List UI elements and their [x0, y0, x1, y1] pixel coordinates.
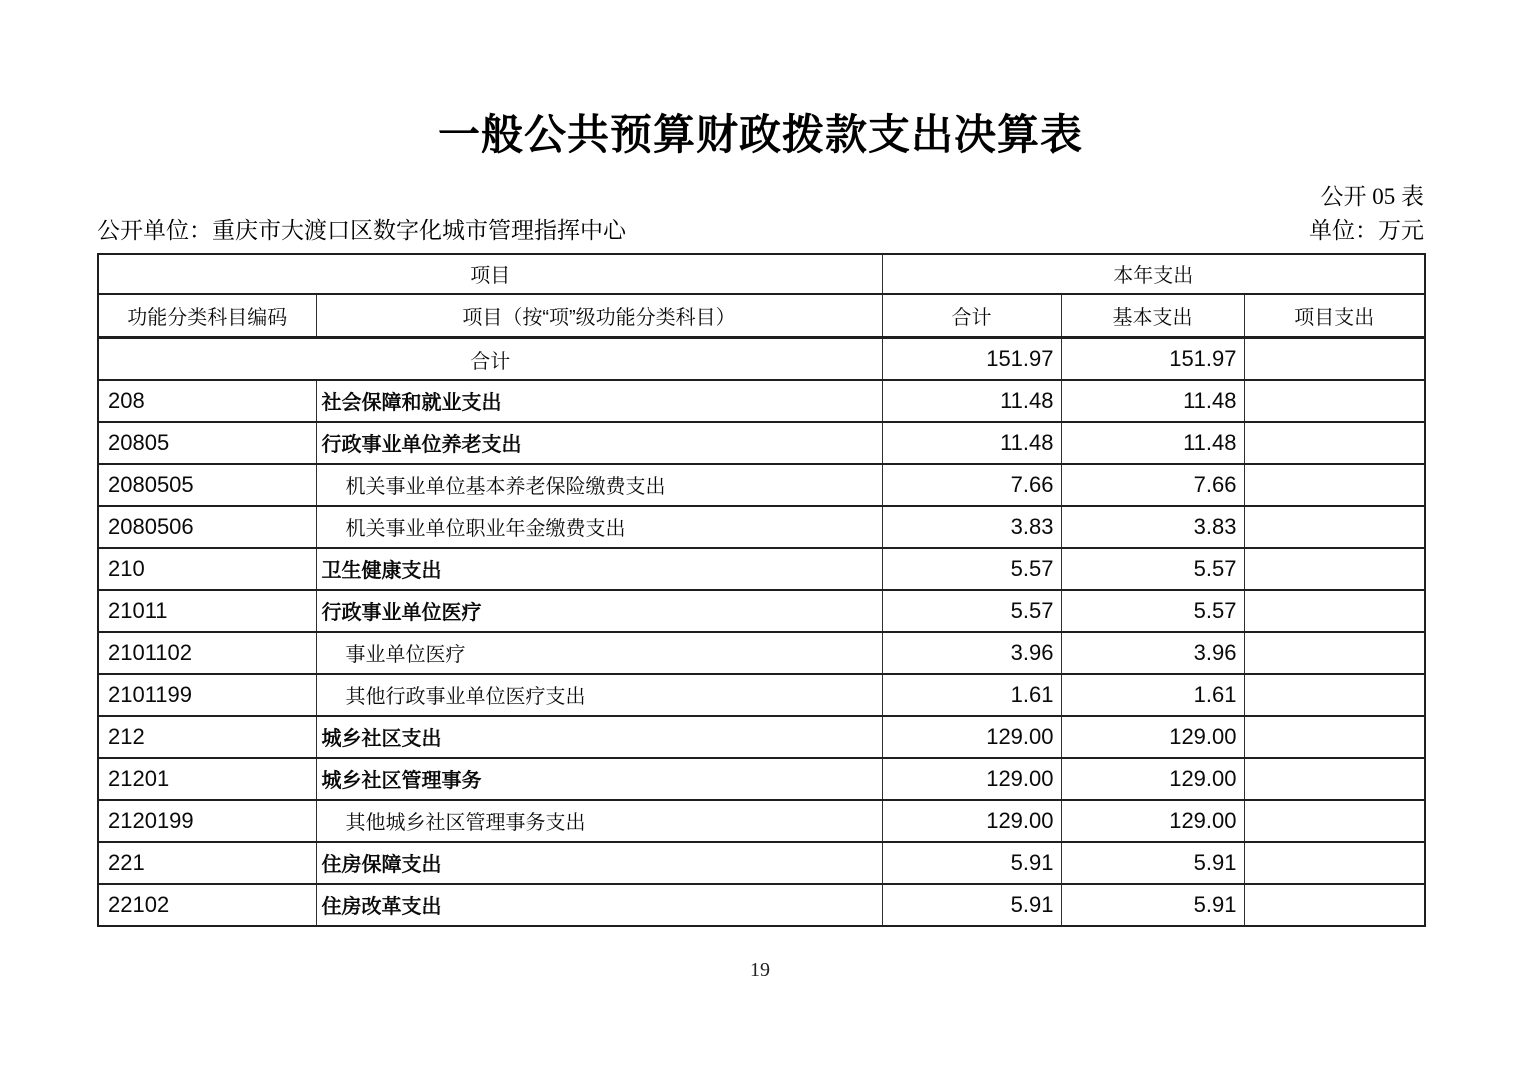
project-cell — [1244, 884, 1425, 926]
project-cell — [1244, 464, 1425, 506]
code-cell: 210 — [98, 548, 316, 590]
basic-cell: 11.48 — [1061, 422, 1244, 464]
code-cell: 20805 — [98, 422, 316, 464]
total-cell: 129.00 — [882, 800, 1061, 842]
table-row — [98, 674, 1425, 716]
item-name-cell: 城乡社区管理事务 — [316, 758, 882, 800]
item-name-cell: 住房保障支出 — [316, 842, 882, 884]
table-body — [98, 338, 1425, 926]
basic-cell: 129.00 — [1061, 758, 1244, 800]
table-row — [98, 716, 1425, 758]
total-cell: 11.48 — [882, 380, 1061, 422]
publish-unit-label: 公开单位：重庆市大渡口区数字化城市管理指挥中心 — [97, 217, 626, 243]
basic-cell: 3.96 — [1061, 632, 1244, 674]
total-cell: 3.83 — [882, 506, 1061, 548]
total-row-project-cell — [1244, 338, 1425, 380]
basic-cell: 5.91 — [1061, 884, 1244, 926]
item-name-cell: 社会保障和就业支出 — [316, 380, 882, 422]
table-row — [98, 884, 1425, 926]
total-cell: 129.00 — [882, 716, 1061, 758]
total-cell: 129.00 — [882, 758, 1061, 800]
total-cell: 5.57 — [882, 548, 1061, 590]
code-cell: 2101199 — [98, 674, 316, 716]
table-row — [98, 422, 1425, 464]
item-name-cell: 机关事业单位职业年金缴费支出 — [316, 506, 882, 548]
project-cell — [1244, 758, 1425, 800]
basic-cell: 7.66 — [1061, 464, 1244, 506]
basic-cell: 1.61 — [1061, 674, 1244, 716]
total-cell: 7.66 — [882, 464, 1061, 506]
table-row — [98, 464, 1425, 506]
item-name-cell: 机关事业单位基本养老保险缴费支出 — [316, 464, 882, 506]
item-name-cell: 住房改革支出 — [316, 884, 882, 926]
table-row — [98, 758, 1425, 800]
basic-cell: 129.00 — [1061, 716, 1244, 758]
page-title: 一般公共预算财政拨款支出决算表 — [437, 111, 1083, 158]
form-number-label: 公开 05 表 — [1320, 184, 1424, 210]
code-cell: 208 — [98, 380, 316, 422]
table-header — [98, 254, 1425, 338]
item-name-cell: 行政事业单位医疗 — [316, 590, 882, 632]
basic-cell: 3.83 — [1061, 506, 1244, 548]
header-col-item: 项目（按“项”级功能分类科目） — [316, 294, 882, 338]
project-cell — [1244, 422, 1425, 464]
code-cell: 221 — [98, 842, 316, 884]
basic-cell: 11.48 — [1061, 380, 1244, 422]
item-name-cell: 其他城乡社区管理事务支出 — [316, 800, 882, 842]
total-row-basic-cell: 151.97 — [1061, 338, 1244, 380]
code-cell: 2120199 — [98, 800, 316, 842]
document-content — [0, 110, 1520, 927]
total-row — [98, 338, 1425, 380]
table-row — [98, 506, 1425, 548]
table-row — [98, 590, 1425, 632]
table-row — [98, 800, 1425, 842]
project-cell — [1244, 674, 1425, 716]
item-name-cell: 其他行政事业单位医疗支出 — [316, 674, 882, 716]
code-cell: 21011 — [98, 590, 316, 632]
project-cell — [1244, 716, 1425, 758]
code-cell: 212 — [98, 716, 316, 758]
total-row-label: 合计 — [98, 338, 882, 380]
header-group-row — [98, 254, 1425, 294]
total-cell: 5.91 — [882, 884, 1061, 926]
project-cell — [1244, 506, 1425, 548]
total-cell: 11.48 — [882, 422, 1061, 464]
item-name-cell: 行政事业单位养老支出 — [316, 422, 882, 464]
total-cell: 3.96 — [882, 632, 1061, 674]
header-project-group: 项目 — [98, 254, 882, 294]
code-cell: 21201 — [98, 758, 316, 800]
project-cell — [1244, 380, 1425, 422]
currency-unit-label: 单位：万元 — [1309, 217, 1424, 243]
header-col-total: 合计 — [882, 294, 1061, 338]
basic-cell: 5.91 — [1061, 842, 1244, 884]
project-cell — [1244, 632, 1425, 674]
page-number: 19 — [750, 959, 770, 981]
header-current-year-group: 本年支出 — [882, 254, 1425, 294]
item-name-cell: 卫生健康支出 — [316, 548, 882, 590]
item-name-cell: 事业单位医疗 — [316, 632, 882, 674]
code-cell: 22102 — [98, 884, 316, 926]
total-cell: 5.57 — [882, 590, 1061, 632]
table-row — [98, 842, 1425, 884]
project-cell — [1244, 842, 1425, 884]
header-col-basic: 基本支出 — [1061, 294, 1244, 338]
table-row — [98, 380, 1425, 422]
project-cell — [1244, 590, 1425, 632]
project-cell — [1244, 548, 1425, 590]
code-cell: 2080506 — [98, 506, 316, 548]
total-cell: 5.91 — [882, 842, 1061, 884]
code-cell: 2080505 — [98, 464, 316, 506]
basic-cell: 5.57 — [1061, 548, 1244, 590]
header-col-project: 项目支出 — [1244, 294, 1425, 338]
basic-cell: 5.57 — [1061, 590, 1244, 632]
basic-cell: 129.00 — [1061, 800, 1244, 842]
header-columns-row — [98, 294, 1425, 338]
table-row — [98, 548, 1425, 590]
header-col-code: 功能分类科目编码 — [98, 294, 316, 338]
item-name-cell: 城乡社区支出 — [316, 716, 882, 758]
meta-line — [97, 218, 1424, 243]
total-cell: 1.61 — [882, 674, 1061, 716]
table-row — [98, 632, 1425, 674]
total-row-total-cell: 151.97 — [882, 338, 1061, 380]
project-cell — [1244, 800, 1425, 842]
code-cell: 2101102 — [98, 632, 316, 674]
budget-expenditure-table — [97, 253, 1426, 927]
